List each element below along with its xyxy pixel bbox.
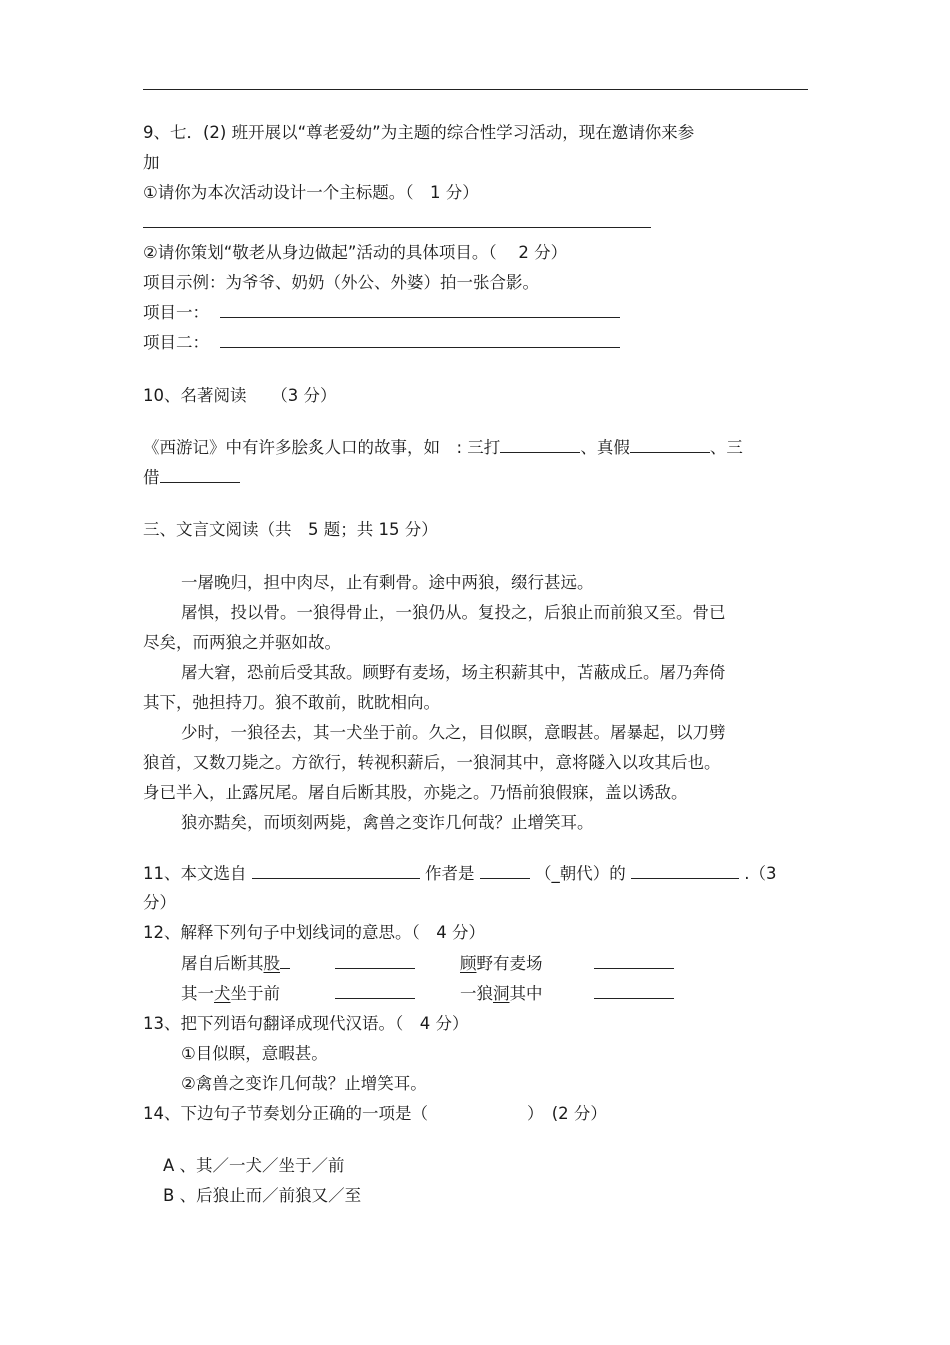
q9-title-answer-line[interactable]	[143, 212, 651, 234]
q10-text-c: 、三	[709, 438, 743, 457]
passage-line: 屠惧，投以骨。一狼得骨止，一狼仍从。复投之，后狼止而前狼又至。骨已	[181, 603, 726, 622]
q10-line2	[143, 467, 240, 489]
q11-book-blank[interactable]	[252, 863, 420, 879]
q9-sub2: ②请你策划“敬老从身边做起”活动的具体项目。（ 2 分）	[143, 243, 568, 262]
q12-item-4	[460, 983, 543, 1005]
q12-text: 其中	[509, 984, 543, 1003]
q12-text: 其一	[181, 984, 214, 1003]
q10-line1	[143, 437, 743, 459]
q9-item1-answer-line[interactable]	[220, 302, 620, 318]
q12-text: 一狼	[460, 984, 493, 1003]
q12-item-2	[460, 953, 543, 975]
q13-title: 13、把下列语句翻译成现代汉语。（ 4 分）	[143, 1014, 469, 1033]
q12-underlined-word: 股	[263, 954, 280, 973]
passage-line: 一屠晚归，担中肉尽，止有剩骨。途中两狼，缀行甚远。	[181, 573, 594, 592]
q9-item2-answer-line[interactable]	[220, 332, 620, 348]
q10-text-a: 《西游记》中有许多脍炙人口的故事，如 : 三打	[143, 438, 501, 457]
q14-option-a[interactable]: A 、其／一犬／坐于／前	[163, 1156, 345, 1175]
q12-text: 坐于前	[230, 984, 280, 1003]
q13-sentence-1: ①目似瞑，意暇甚。	[181, 1044, 328, 1063]
q12-underlined-word: 顾	[460, 954, 477, 973]
q9-item1-label: 项目一：	[143, 303, 209, 322]
q12-underlined-word: 犬	[214, 984, 231, 1003]
q11-text-b: 作者是	[425, 864, 475, 883]
passage-line: 其下，弛担持刀。狼不敢前，眈眈相向。	[143, 693, 440, 712]
q14-title: 14、下边句子节奏划分正确的一项是（ ） (2 分）	[143, 1104, 607, 1123]
q10-blank-3[interactable]	[160, 467, 240, 483]
q9-item2-label: 项目二：	[143, 333, 209, 352]
passage-line: 屠大窘，恐前后受其敌。顾野有麦场，场主积薪其中，苫蔽成丘。屠乃奔倚	[181, 663, 726, 682]
q12-text: 野有麦场	[476, 954, 543, 973]
q9-sub1: ①请你为本次活动设计一个主标题。（ 1 分）	[143, 183, 479, 202]
q12-text: 屠自后断其	[181, 954, 264, 973]
q11-text-a: 11、本文选自	[143, 864, 247, 883]
q10-text-d: 借	[143, 468, 160, 487]
q10-text-b: 、真假	[580, 438, 630, 457]
q9-line2: 加	[143, 153, 160, 172]
passage-line: 少时，一狼径去，其一犬坐于前。久之，目似瞑，意暇甚。屠暴起，以刀劈	[181, 723, 726, 742]
q12-underlined-word: 洞	[493, 984, 510, 1003]
q12-item-1	[181, 953, 290, 975]
q9-line1: 9、七．(2) 班开展以“尊老爱幼”为主题的综合性学习活动，现在邀请你来参	[143, 123, 695, 142]
q11-line2: 分）	[143, 893, 176, 912]
q10-title: 10、名著阅读 （3 分）	[143, 386, 337, 405]
q12-item-3	[181, 983, 280, 1005]
q11-name-blank[interactable]	[631, 863, 739, 879]
passage-line: 尽矣，而两狼之并驱如故。	[143, 633, 341, 652]
q12-underline-tail	[280, 953, 290, 969]
q11-line1	[143, 863, 777, 885]
q10-blank-2[interactable]	[630, 437, 710, 453]
q9-example: 项目示例：为爷爷、奶奶（外公、外婆）拍一张合影。	[143, 273, 539, 292]
q14-option-b[interactable]: B 、后狼止而／前狼又／至	[163, 1186, 362, 1205]
q9-item2	[143, 332, 620, 354]
header-rule	[143, 89, 808, 90]
q12-blank-3[interactable]	[335, 983, 415, 1005]
passage-line: 身已半入，止露尻尾。屠自后断其股，亦毙之。乃悟前狼假寐，盖以诱敌。	[143, 783, 688, 802]
q11-text-d: .（3	[744, 864, 777, 883]
q12-blank-1[interactable]	[335, 953, 415, 975]
q11-text-c: （_朝代）的	[535, 864, 626, 883]
q12-blank-4[interactable]	[594, 983, 674, 1005]
q12-blank-2[interactable]	[594, 953, 674, 975]
section3-title: 三、文言文阅读（共 5 题；共 15 分）	[143, 520, 438, 539]
q11-author-blank[interactable]	[480, 863, 530, 879]
passage-line: 狼亦黠矣，而顷刻两毙，禽兽之变诈几何哉？止增笑耳。	[181, 813, 594, 832]
passage-line: 狼首，又数刀毙之。方欲行，转视积薪后，一狼洞其中，意将隧入以攻其后也。	[143, 753, 721, 772]
q9-item1	[143, 302, 620, 324]
q12-title: 12、解释下列句子中划线词的意思。（ 4 分）	[143, 923, 485, 942]
q13-sentence-2: ②禽兽之变诈几何哉？止增笑耳。	[181, 1074, 427, 1093]
q10-blank-1[interactable]	[500, 437, 580, 453]
